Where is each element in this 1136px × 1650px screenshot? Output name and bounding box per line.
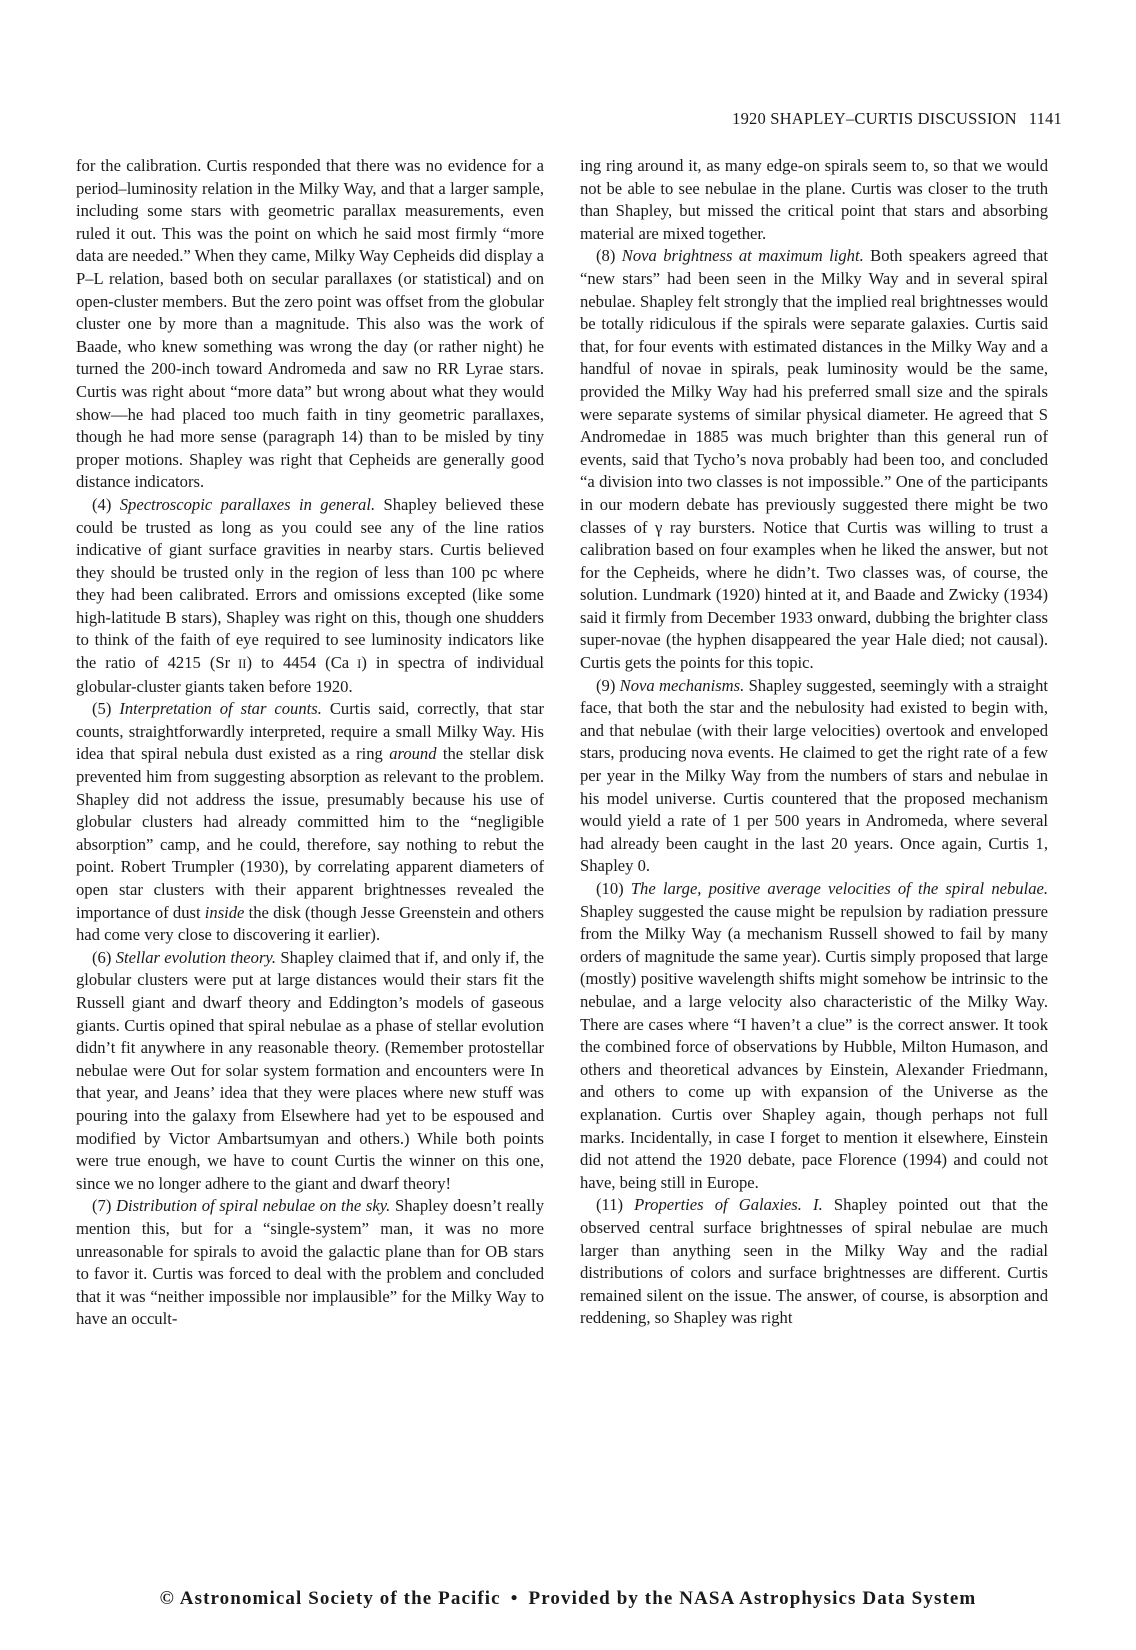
page-number: 1141 — [1028, 109, 1062, 128]
copyright-text: © Astronomical Society of the Pacific — [159, 1588, 501, 1609]
item-text: ) in spectra of individual globular-cluster giants taken before 1920. — [76, 653, 544, 696]
right-column — [580, 155, 1048, 1330]
item-number: (8) — [596, 246, 622, 266]
paragraph-nova-mechanisms — [580, 675, 1048, 878]
item-text: Shapley believed these could be trusted as long as you could see any of the line ratios indicative of giant surface gravities in nearby stars. Curtis believed they should be trusted only in the region of less than 100 pc where they had been calibrated. Errors and omissions excepted (like some high-latitude B stars), Shapley was right on this, though one shudders to think of the faith of eye required to see luminosity indicators like the ratio of 4215 (Sr — [76, 494, 545, 673]
paragraph-continuation: ing ring around it, as many edge-on spirals seem to, so that we would not be able to see nebulae in the plane. Curtis was closer to the truth than Shapley, but missed the critical point that stars and absorbing material are mixed together. — [580, 156, 1048, 243]
item-text: the stellar disk prevented him from suggesting absorption as relevant to the problem. Shapley did not address the issue, presumably because his use of globular clusters had already committed him to the “negligible absorption” camp, and he could, therefore, say nothing to rebut the point. Robert Trumpler (1930), by correlating apparent diameters of open star clusters with their apparent brightnesses revealed the importance of dust — [76, 744, 544, 922]
ionization-label: I — [349, 657, 362, 672]
item-number: (10) — [596, 879, 631, 898]
item-number: (4) — [92, 494, 120, 514]
running-head — [732, 109, 1062, 129]
paragraph-stellar-evolution — [76, 947, 544, 1196]
paragraph-spiral-velocities — [580, 878, 1048, 1194]
paragraph-continuation: for the calibration. Curtis responded that there was no evidence for a period–luminosity relation in the Milky Way, and that a larger sample, including some stars with geometric parallax measurements, even ruled it out. This was the point on which he said most firmly “more data are needed.” When they came, Milky Way Cepheids did display a P–L relation, based both on secular parallaxes (or statistical) and on open-cluster members. But the zero point was offset from the globular cluster one by more than a magnitude. This also was the work of Baade, who knew something was wrong the day (or rather night) he turned the 200-inch toward Andromeda and saw no RR Lyrae stars. Curtis was right about “more data” but wrong about what they would show—he had placed too much faith in tiny geometric parallaxes, though he had more sense (paragraph 14) than to be misled by tiny proper motions. Shapley was right that Cepheids are generally good distance indicators. — [76, 156, 544, 492]
item-title: Distribution of spiral nebulae on the sky. — [115, 1196, 391, 1216]
item-number: (9) — [596, 675, 620, 695]
item-text: the disk (though Jesse Greenstein and others had come very close to discovering it earlier). — [76, 902, 544, 945]
emphasis: inside — [204, 902, 245, 922]
item-number: (5) — [92, 699, 120, 719]
item-text: Shapley suggested, seemingly with a straight face, that both the star and the nebulosity had existed to begin with, and that nebulae (with their large velocities) overtook and enveloped stars, producing nova events. He claimed to get the right rate of a few per year in the Milky Way from the numbers of stars and nebulae in his model universe. Curtis countered that the proposed mechanism would yield a rate of 1 per 500 years in Andromeda, where several had already been caught in the last 20 years. Once again, Curtis 1, Shapley 0. — [580, 675, 1049, 876]
paragraph-spiral-distribution — [76, 1195, 544, 1331]
item-title: Nova mechanisms. — [619, 675, 745, 695]
ionization-label: II — [230, 657, 247, 672]
item-text: Shapley doesn’t really mention this, but for a “single-system” man, it was no more unreasonable for spirals to avoid the galactic plane than for OB stars to favor it. Curtis was forced to deal with the problem and concluded that it was “neither impossible nor implausible” for the Milky Way to have an occult- — [76, 1196, 545, 1329]
item-title: Stellar evolution theory. — [115, 947, 277, 967]
paragraph-star-counts — [76, 698, 544, 947]
copyright-footer — [0, 1588, 1136, 1610]
item-number: (7) — [92, 1196, 116, 1216]
running-title: 1920 SHAPLEY–CURTIS DISCUSSION — [732, 109, 1017, 128]
item-text: Shapley pointed out that the observed central surface brightnesses of spiral nebulae are much larger than anything seen in the Milky Way and the radial distributions of colors and surface brightnesses are different. Curtis remained silent on the issue. The answer, of course, is absorption and reddening, so Shapley was right — [580, 1195, 1048, 1328]
item-title: Spectroscopic parallaxes in general. — [119, 494, 376, 514]
emphasis: around — [389, 744, 437, 764]
paragraph-galaxy-properties — [580, 1194, 1048, 1330]
item-title: The large, positive average velocities of the spiral nebulae. — [630, 879, 1048, 898]
item-text: Shapley suggested the cause might be repulsion by radiation pressure from the Milky Way (a mechanism Russell showed to fail by many orders of magnitude the same year). Curtis simply proposed that large (mostly) positive wavelength shifts might somehow be intrinsic to the nebulae, and a large velocity also characteristic of the Milky Way. There are cases where “I haven’t a clue” is the correct answer. It took the combined force of observations by Hubble, Milton Humason, and others and theoretical advances by Einstein, Alexander Friedmann, and others to come up with expansion of the Universe as the explanation. Curtis over Shapley again, though perhaps not full marks. Incidentally, in case I forget to mention it elsewhere, Einstein did not attend the 1920 debate, pace Florence (1994) and could not have, being still in Europe. — [580, 901, 1048, 1192]
provider-text: Provided by the NASA Astrophysics Data System — [528, 1588, 977, 1609]
bullet-separator: • — [510, 1588, 519, 1609]
item-number: (11) — [596, 1195, 635, 1215]
item-title: Properties of Galaxies. I. — [634, 1195, 823, 1215]
item-title: Nova brightness at maximum light. — [621, 246, 864, 266]
item-text: Curtis said, correctly, that star counts, straightforwardly interpreted, require a small Milky Way. His idea that spiral nebula dust existed as a ring — [76, 699, 544, 764]
item-text: Both speakers agreed that “new stars” had been seen in the Milky Way and in several spiral nebulae. Shapley felt strongly that the implied real brightnesses would be totally ridiculous if the spirals were separate galaxies. Curtis said that, for four events with estimated distances in the Milky Way and a handful of novae in spirals, peak luminosity would be the same, provided the Milky Way had his preferred small size and the spirals were separate systems of similar physical diameter. He agreed that S Andromedae in 1885 was much brighter than this general run of events, said that Tycho’s nova probably had been too, and concluded “a division into two classes is not impossible.” One of the participants in our modern debate has previously suggested there might be two classes of γ ray bursters. Notice that Curtis was willing to trust a calibration based on four examples when he liked the answer, but not for the Cepheids, where he didn’t. Two classes was, of course, the solution. Lundmark (1920) hinted at it, and Baade and Zwicky (1934) said it firmly from December 1933 onward, dubbing the brighter class super-novae (the hyphen disappeared the year Hale died; not causal). Curtis gets the points for this topic. — [580, 246, 1048, 673]
item-text: Shapley claimed that if, and only if, the globular clusters were put at large distances would their stars fit the Russell giant and dwarf theory and Eddington’s models of gaseous giants. Curtis opined that spiral nebulae as a phase of stellar evolution didn’t fit anywhere in any reasonable theory. (Remember protostellar nebulae were Out for solar system formation and encounters were In that year, and Jeans’ idea that they were places where new stuff was pouring into the galaxy from Elsewhere had yet to be espoused and modified by Victor Ambartsumyan and others.) While both points were true enough, we have to count Curtis the winner on this one, since we no longer adhere to the giant and dwarf theory! — [76, 947, 544, 1193]
left-column — [76, 155, 544, 1331]
item-text: ) to 4454 (Ca — [246, 653, 350, 673]
item-number: (6) — [92, 947, 116, 967]
item-title: Interpretation of star counts. — [119, 699, 322, 719]
paragraph-spectroscopic-parallaxes — [76, 494, 544, 698]
paragraph-nova-brightness — [580, 245, 1048, 674]
